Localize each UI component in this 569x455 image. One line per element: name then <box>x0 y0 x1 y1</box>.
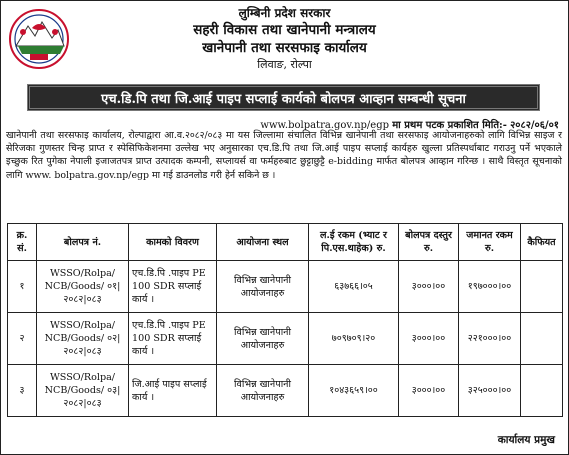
office-location: लिवाङ, रोल्पा <box>257 58 312 71</box>
cell-estimate: १०४३६५९।०० <box>309 365 399 417</box>
notice-body-text: खानेपानी तथा सरसफाइ कार्यालय, रोल्पाद्वारा आ.व.२०८२/०८३ मा यस जिल्लामा संचालित विभिन्न खानेपानी तथा सरसफाइ आयोजनाहरुको लागि विभिन्न साइज र सेरिजका गुणस्तर चिन्ह प्राप्त र स्पेसिफिकेशनमा उल्लेख भए अनुसारका एच.डि.पि तथा जि.आई पाइप सप्लाई कार्यहरु खुल्ला प्रतिस्पर्धाबाट गराउनु पर्ने भएकाले इच्छुक रित पुगेका नेपाली इजाजतपत्र प्राप्त उत्पादक कम्पनी, सप्लायर्स वा फर्महरुबाट छुट्टाछुट्टै e-bidding मार्फत बोलपत्र आव्हान गरिन्छ । साथै विस्तृत सूचनाको लागि www. bolpatra.gov.np/egp मा गई डाउनलोड गरी हेर्न सकिने छ । <box>6 130 562 181</box>
signature-office-chief: कार्यालय प्रमुख <box>497 434 555 446</box>
table-header-row <box>8 224 563 261</box>
cell-sn: ३ <box>8 365 37 417</box>
col-header-description: कामको विवरण <box>129 224 217 261</box>
cell-bid-no: WSSO/Rolpa/ NCB/Goods/ ०३|२०८२|०८३ <box>37 365 129 417</box>
col-header-security: जमानत रकम रु. <box>459 224 521 261</box>
office-title: खानेपानी तथा सरसफाइ कार्यालय <box>202 40 367 56</box>
table-row <box>8 261 563 313</box>
cell-security: २२१०००।०० <box>459 313 521 365</box>
publication-url: www.bolpatra.gov.np/egp <box>260 120 389 131</box>
cell-location: विभिन्न खानेपानी आयोजनाहरु <box>217 261 309 313</box>
cell-remarks <box>521 261 563 313</box>
cell-bid-no: WSSO/Rolpa/ NCB/Goods/ ०२|२०८२|०८३ <box>37 313 129 365</box>
col-header-bid-no: बोलपत्र नं. <box>37 224 129 261</box>
notice-banner: एच.डि.पि तथा जि.आई पाइप सप्लाई कार्यको बोलपत्र आव्हान सम्बन्धी सूचना <box>27 84 540 111</box>
cell-fee: ३०००।०० <box>399 261 459 313</box>
publication-date: २०८२/०६/०१ <box>510 120 559 131</box>
ministry-title: सहरी विकास तथा खानेपानी मन्त्रालय <box>193 22 376 38</box>
col-header-sn: क्र. सं. <box>8 224 37 261</box>
cell-description: एच.डि.पि .पाइप PE 100 SDR सप्लाई कार्य । <box>129 261 217 313</box>
cell-sn: २ <box>8 313 37 365</box>
cell-location: विभिन्न खानेपानी आयोजनाहरु <box>217 365 309 417</box>
cell-remarks <box>521 365 563 417</box>
province-government-title: लुम्बिनी प्रदेश सरकार <box>238 6 331 20</box>
cell-description: एच.डि.पि .पाइप PE 100 SDR सप्लाई कार्य । <box>129 313 217 365</box>
cell-estimate: ७०९७०९।२० <box>309 313 399 365</box>
cell-estimate: ६३७६६।०५ <box>309 261 399 313</box>
cell-description: जि.आई पाइप सप्लाई कार्य । <box>129 365 217 417</box>
tender-table <box>7 223 563 417</box>
col-header-remarks: कैफियत <box>521 224 563 261</box>
cell-fee: ३०००।०० <box>399 313 459 365</box>
table-row <box>8 365 563 417</box>
col-header-location: आयोजना स्थल <box>217 224 309 261</box>
cell-sn: १ <box>8 261 37 313</box>
cell-location: विभिन्न खानेपानी आयोजनाहरु <box>217 313 309 365</box>
cell-remarks <box>521 313 563 365</box>
cell-bid-no: WSSO/Rolpa/ NCB/Goods/ ०१|२०८२|०८३ <box>37 261 129 313</box>
publication-label: मा प्रथम पटक प्रकाशित मिति:- <box>392 120 507 131</box>
table-row <box>8 313 563 365</box>
col-header-estimate: ल.ई रकम (भ्याट र पि.एस.थाहेक) रु. <box>309 224 399 261</box>
cell-security: ३२५०००।०० <box>459 365 521 417</box>
col-header-fee: बोलपत्र दस्तुर रु. <box>399 224 459 261</box>
cell-security: १९७०००।०० <box>459 261 521 313</box>
cell-fee: ३०००।०० <box>399 365 459 417</box>
